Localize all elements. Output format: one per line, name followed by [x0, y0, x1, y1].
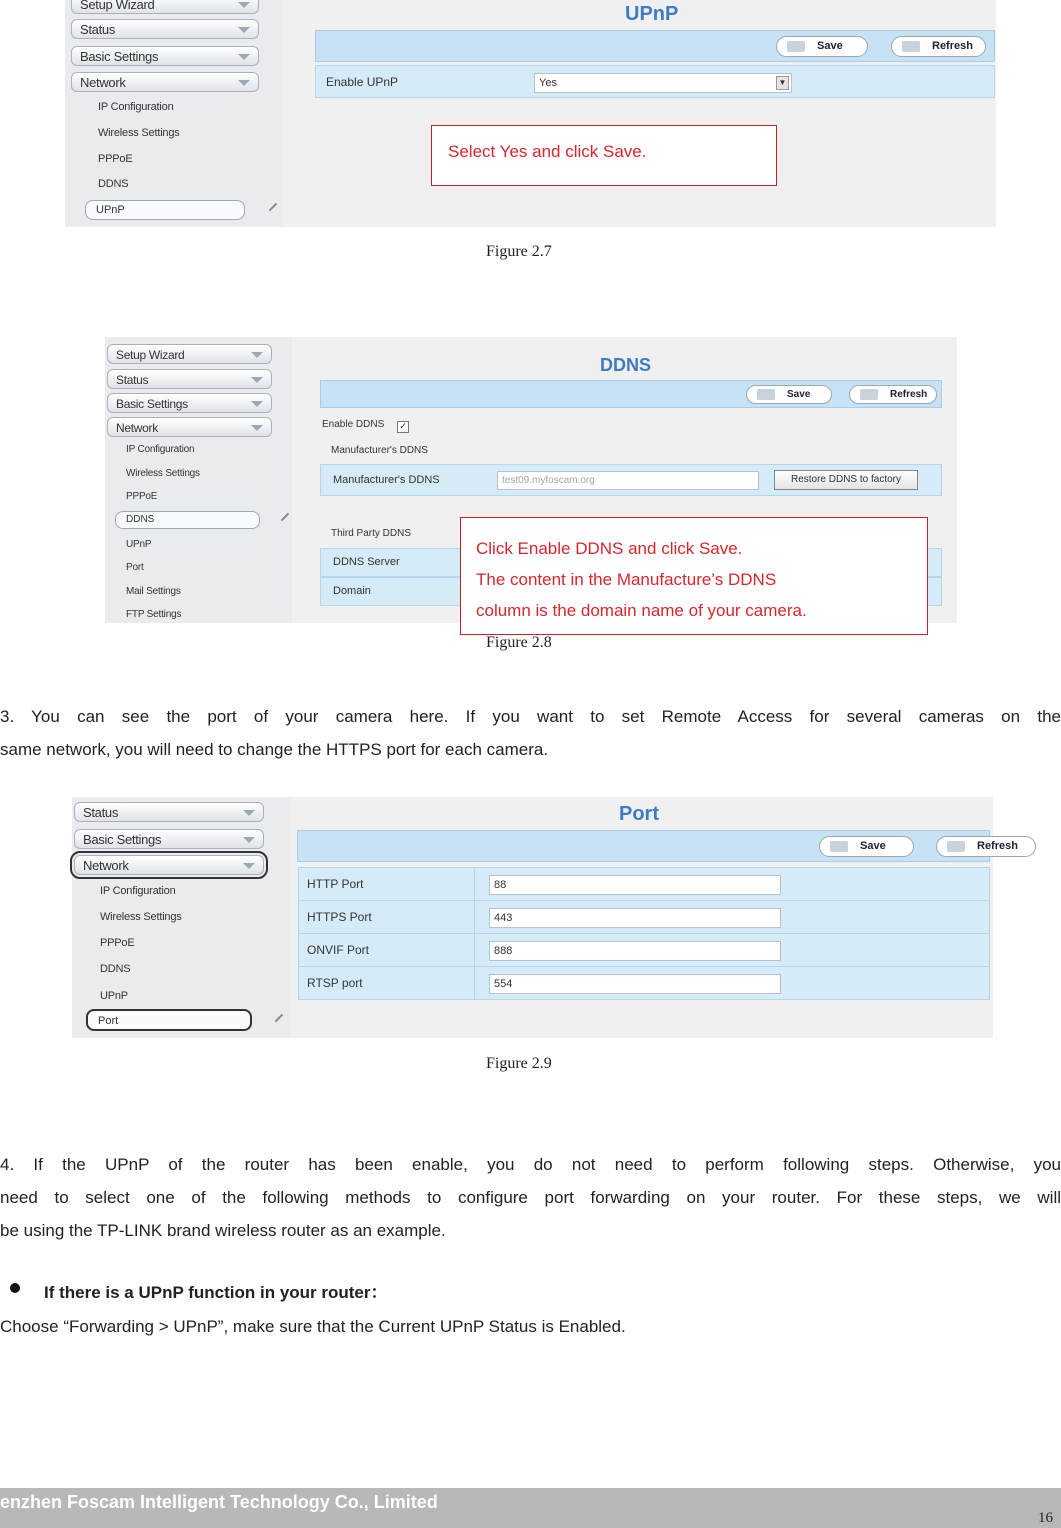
- sidebar-item-basic-settings[interactable]: [74, 829, 264, 849]
- figure-caption: Figure 2.7: [486, 243, 552, 260]
- paragraph-line: be using the TP-LINK brand wireless router as an example.: [0, 1221, 446, 1240]
- input-value: 88: [494, 879, 507, 891]
- rtsp-port-input[interactable]: [489, 974, 781, 994]
- figure-caption: Figure 2.9: [486, 1055, 552, 1072]
- page-title: UPnP: [625, 3, 679, 25]
- collapse-grip-icon[interactable]: [275, 1014, 283, 1022]
- field-label: RTSP port: [307, 976, 363, 990]
- sidebar-item-label: Network: [80, 75, 126, 90]
- refresh-icon: [947, 841, 965, 852]
- input-value: 554: [494, 978, 513, 990]
- refresh-button[interactable]: [849, 385, 937, 404]
- refresh-label: Refresh: [932, 40, 973, 52]
- sidebar-item-label: Status: [83, 805, 119, 820]
- enable-ddns-label: Enable DDNS: [322, 419, 385, 430]
- sidebar-item-status[interactable]: [74, 802, 264, 822]
- enable-upnp-select[interactable]: [534, 73, 792, 93]
- footer-bar: [0, 1488, 1061, 1528]
- sidebar-item-basic-settings[interactable]: [107, 393, 272, 413]
- save-icon: [830, 841, 848, 852]
- subitem-ip-configuration[interactable]: IP Configuration: [126, 444, 195, 455]
- field-label: HTTP Port: [307, 877, 364, 891]
- subitem-ddns[interactable]: DDNS: [100, 963, 131, 975]
- input-value: 888: [494, 945, 513, 957]
- subitem-upnp-selected[interactable]: UPnP: [85, 200, 245, 220]
- port-row-onvif: [298, 933, 990, 967]
- sidebar-item-label: Basic Settings: [83, 832, 162, 847]
- bullet-dot: [10, 1283, 20, 1293]
- toolbar: [297, 830, 1018, 862]
- refresh-button[interactable]: [891, 36, 986, 57]
- field-label: DDNS Server: [333, 556, 400, 568]
- save-icon: [757, 389, 775, 400]
- sidebar-item-label: Status: [80, 22, 116, 37]
- subitem-ddns-selected[interactable]: DDNS: [115, 511, 260, 529]
- subitem-wireless-settings[interactable]: Wireless Settings: [98, 127, 180, 139]
- sidebar-item-setup-wizard[interactable]: [107, 344, 272, 364]
- enable-ddns-checkbox[interactable]: ✓: [397, 421, 409, 433]
- manufacturer-ddns-row: [320, 464, 942, 496]
- note-line: Click Enable DDNS and click Save.: [476, 539, 743, 558]
- sidebar: [72, 797, 290, 1038]
- figure-2-7-screenshot: [65, 0, 996, 227]
- save-button[interactable]: [776, 36, 868, 57]
- sidebar-item-label: Setup Wizard: [80, 0, 155, 12]
- save-button[interactable]: [746, 385, 832, 404]
- note-line: The content in the Manufacture’s DDNS: [476, 570, 777, 589]
- field-label: HTTPS Port: [307, 910, 372, 924]
- annotation-note-ddns: [460, 517, 928, 635]
- annotation-note-upnp: [431, 125, 777, 186]
- figure-2-9-screenshot: [72, 797, 1018, 1038]
- subitem-ddns[interactable]: DDNS: [98, 178, 129, 190]
- manufacturer-ddns-heading: Manufacturer's DDNS: [331, 445, 428, 456]
- sidebar-item-setup-wizard[interactable]: [71, 0, 259, 14]
- sidebar-item-status[interactable]: [71, 19, 259, 39]
- sidebar: [65, 0, 282, 227]
- sidebar-item-label: Network: [116, 421, 158, 435]
- refresh-icon: [860, 389, 878, 400]
- chevron-down-icon: [238, 27, 250, 33]
- toolbar: [315, 30, 995, 62]
- toolbar: [320, 380, 942, 408]
- sidebar-item-status[interactable]: [107, 369, 272, 389]
- refresh-label: Refresh: [890, 389, 928, 400]
- refresh-label: Refresh: [977, 840, 1018, 852]
- paragraph-line: 3. You can see the port of your camera here. If you want to set Remote Access for several cameras on the: [0, 707, 1061, 726]
- http-port-input[interactable]: [489, 875, 781, 895]
- chevron-down-icon: [251, 352, 263, 358]
- collapse-grip-icon[interactable]: [281, 513, 289, 521]
- note-text: Select Yes and click Save.: [448, 142, 647, 161]
- field-label: Enable UPnP: [326, 75, 399, 89]
- subitem-ip-configuration[interactable]: IP Configuration: [98, 101, 174, 113]
- column-divider: [474, 901, 475, 933]
- paragraph-line: 4. If the UPnP of the router has been enable, you do not need to perform following steps. Otherwise, you: [0, 1155, 1061, 1174]
- page-number: 16: [1038, 1510, 1053, 1526]
- subitem-wireless-settings[interactable]: Wireless Settings: [126, 468, 200, 479]
- save-label: Save: [860, 840, 886, 852]
- subitem-ftp-settings[interactable]: FTP Settings: [126, 609, 182, 620]
- subitem-pppoe[interactable]: PPPoE: [100, 937, 135, 949]
- manufacturer-ddns-input[interactable]: [497, 471, 759, 490]
- field-label: ONVIF Port: [307, 943, 370, 957]
- note-line: column is the domain name of your camera.: [476, 601, 807, 620]
- chevron-down-icon: [243, 863, 255, 869]
- sidebar-item-label: Basic Settings: [116, 397, 188, 411]
- subitem-pppoe[interactable]: PPPoE: [126, 491, 158, 502]
- third-party-ddns-heading: Third Party DDNS: [331, 528, 412, 539]
- chevron-down-icon: [238, 80, 250, 86]
- sidebar-item-network[interactable]: [107, 417, 272, 437]
- restore-ddns-button[interactable]: [774, 470, 918, 490]
- subitem-mail-settings[interactable]: Mail Settings: [126, 586, 181, 597]
- figure-caption: Figure 2.8: [486, 634, 552, 651]
- port-row-https: [298, 900, 990, 934]
- https-port-input[interactable]: [489, 908, 781, 928]
- save-icon: [787, 41, 805, 52]
- onvif-port-input[interactable]: [489, 941, 781, 961]
- save-button[interactable]: [819, 836, 914, 857]
- sidebar: [105, 337, 292, 623]
- chevron-down-icon: [238, 54, 250, 60]
- chevron-down-icon: [251, 425, 263, 431]
- paragraph-line: same network, you will need to change the HTTPS port for each camera.: [0, 740, 549, 759]
- sidebar-item-label: Status: [116, 373, 149, 387]
- field-label: Domain: [333, 585, 371, 597]
- page-title: DDNS: [600, 355, 652, 375]
- sidebar-item-basic-settings[interactable]: [71, 46, 259, 66]
- subitem-pppoe[interactable]: PPPoE: [98, 153, 133, 165]
- button-label: Restore DDNS to factory: [790, 474, 902, 485]
- footer-company: enzhen Foscam Intelligent Technology Co., Limited: [0, 1492, 438, 1512]
- bullet-heading: If there is a UPnP function in your router：: [44, 1283, 388, 1302]
- select-value: Yes: [539, 77, 557, 89]
- field-label: Manufacturer's DDNS: [333, 474, 440, 486]
- dropdown-arrow-icon: ▼: [776, 76, 789, 90]
- chevron-down-icon: [251, 401, 263, 407]
- collapse-grip-icon[interactable]: [269, 203, 277, 211]
- column-divider: [474, 934, 475, 966]
- paragraph-line: need to select one of the following methods to configure port forwarding on your router. For these steps, we will: [0, 1188, 1061, 1207]
- chevron-down-icon: [238, 2, 250, 8]
- column-divider: [474, 967, 475, 999]
- subitem-port-selected[interactable]: Port: [86, 1009, 252, 1031]
- sidebar-item-label: Setup Wizard: [116, 348, 185, 362]
- subitem-upnp[interactable]: UPnP: [126, 539, 152, 550]
- page-title: Port: [619, 803, 659, 825]
- refresh-icon: [902, 41, 920, 52]
- input-value: 443: [494, 912, 513, 924]
- subitem-port[interactable]: Port: [126, 562, 144, 573]
- sidebar-item-network[interactable]: [71, 72, 259, 92]
- chevron-down-icon: [251, 377, 263, 383]
- subitem-upnp[interactable]: UPnP: [100, 990, 128, 1002]
- port-row-http: [298, 867, 990, 901]
- save-label: Save: [817, 40, 843, 52]
- column-divider: [474, 868, 475, 900]
- bullet-text: Choose “Forwarding > UPnP”, make sure that the Current UPnP Status is Enabled.: [0, 1317, 626, 1336]
- subitem-ip-configuration[interactable]: IP Configuration: [100, 885, 176, 897]
- subitem-wireless-settings[interactable]: Wireless Settings: [100, 911, 182, 923]
- chevron-down-icon: [243, 810, 255, 816]
- sidebar-item-network[interactable]: [74, 855, 264, 875]
- enable-upnp-row: [315, 65, 995, 98]
- input-value: test09.myfoscam.org: [502, 475, 595, 486]
- chevron-down-icon: [243, 837, 255, 843]
- port-row-rtsp: [298, 966, 990, 1000]
- refresh-button[interactable]: [936, 836, 1036, 857]
- save-label: Save: [787, 389, 811, 400]
- sidebar-item-label: Network: [83, 858, 129, 873]
- sidebar-item-label: Basic Settings: [80, 49, 159, 64]
